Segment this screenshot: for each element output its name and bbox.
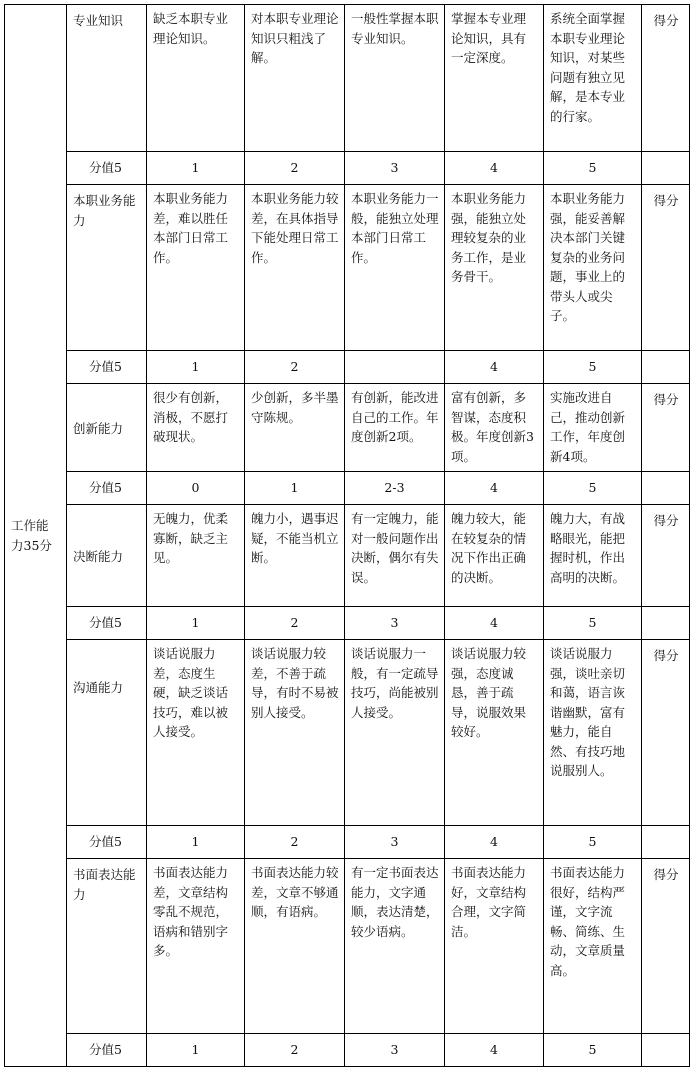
level-description: 书面表达能力差，文章结构零乱不规范，语病和错别字多。 [147, 859, 245, 1034]
level-description: 魄力较大，能在较复杂的情况下作出正确的决断。 [445, 505, 544, 607]
score-value: 1 [245, 472, 345, 505]
score-value: 2 [245, 351, 345, 384]
score-value: 3 [345, 152, 445, 185]
level-description: 本职业务能力强，能妥善解决本部门关键复杂的业务问题，事业上的带头人或尖子。 [544, 185, 642, 351]
score-header: 得分 [642, 384, 690, 472]
score-value: 2 [245, 826, 345, 859]
table-row [5, 152, 690, 185]
score-input-cell[interactable] [642, 607, 690, 640]
level-description: 无魄力，优柔寡断，缺乏主见。 [147, 505, 245, 607]
score-value: 2 [245, 152, 345, 185]
item-name: 专业知识 [67, 5, 147, 152]
table-row [5, 185, 690, 351]
level-description: 系统全面掌握本职专业理论知识，对某些问题有独立见解，是本专业的行家。 [544, 5, 642, 152]
score-value: 3 [345, 826, 445, 859]
level-description: 魄力小，遇事迟疑，不能当机立断。 [245, 505, 345, 607]
score-value: 4 [445, 351, 544, 384]
level-description: 实施改进自己，推动创新工作，年度创新4项。 [544, 384, 642, 472]
level-description: 很少有创新，消极，不愿打破现状。 [147, 384, 245, 472]
level-description: 本职业务能力差，难以胜任本部门日常工作。 [147, 185, 245, 351]
score-input-cell[interactable] [642, 1034, 690, 1067]
level-description: 谈话说服力差，态度生硬，缺乏谈话技巧，难以被人接受。 [147, 640, 245, 826]
score-value: 5 [544, 1034, 642, 1067]
score-value: 4 [445, 152, 544, 185]
score-value: 4 [445, 826, 544, 859]
table-row [5, 351, 690, 384]
score-value: 2 [245, 1034, 345, 1067]
score-value: 2-3 [345, 472, 445, 505]
score-value: 5 [544, 351, 642, 384]
level-description: 对本职专业理论知识只粗浅了解。 [245, 5, 345, 152]
score-value: 4 [445, 472, 544, 505]
score-value: 5 [544, 607, 642, 640]
level-description: 少创新，多半墨守陈规。 [245, 384, 345, 472]
item-name: 本职业务能力 [67, 185, 147, 351]
level-description: 有一定书面表达能力，文字通顺，表达清楚，较少语病。 [345, 859, 445, 1034]
item-name: 创新能力 [67, 384, 147, 472]
table-row [5, 384, 690, 472]
level-description: 本职业务能力一般，能独立处理本部门日常工作。 [345, 185, 445, 351]
level-description: 一般性掌握本职专业知识。 [345, 5, 445, 152]
score-value [345, 351, 445, 384]
level-description: 缺乏本职专业理论知识。 [147, 5, 245, 152]
score-header: 得分 [642, 185, 690, 351]
table-row [5, 5, 690, 152]
score-value: 0 [147, 472, 245, 505]
score-label: 分值5 [67, 152, 147, 185]
score-value: 4 [445, 607, 544, 640]
evaluation-table [4, 4, 690, 1067]
score-header: 得分 [642, 859, 690, 1034]
score-label: 分值5 [67, 1034, 147, 1067]
table-row [5, 505, 690, 607]
score-value: 4 [445, 1034, 544, 1067]
category-cell: 工作能力35分 [5, 5, 67, 1067]
level-description: 谈话说服力较差，不善于疏导，有时不易被别人接受。 [245, 640, 345, 826]
level-description: 掌握本专业理论知识，具有一定深度。 [445, 5, 544, 152]
level-description: 书面表达能力好，文章结构合理，文字简洁。 [445, 859, 544, 1034]
table-row [5, 826, 690, 859]
score-value: 5 [544, 152, 642, 185]
score-header: 得分 [642, 5, 690, 152]
table-row [5, 607, 690, 640]
level-description: 本职业务能力较差，在具体指导下能处理日常工作。 [245, 185, 345, 351]
score-input-cell[interactable] [642, 472, 690, 505]
table-row [5, 640, 690, 826]
level-description: 谈话说服力一般，有一定疏导技巧，尚能被别人接受。 [345, 640, 445, 826]
score-value: 1 [147, 351, 245, 384]
item-name: 书面表达能力 [67, 859, 147, 1034]
score-label: 分值5 [67, 826, 147, 859]
level-description: 富有创新，多智谋，态度积极。年度创新3项。 [445, 384, 544, 472]
score-value: 5 [544, 826, 642, 859]
table-row [5, 1034, 690, 1067]
table-row [5, 472, 690, 505]
score-value: 1 [147, 152, 245, 185]
level-description: 本职业务能力强，能独立处理较复杂的业务工作，是业务骨干。 [445, 185, 544, 351]
level-description: 谈话说服力强，谈吐亲切和蔼，语言诙谐幽默，富有魅力，能自然、有技巧地说服别人。 [544, 640, 642, 826]
score-header: 得分 [642, 640, 690, 826]
level-description: 书面表达能力很好，结构严谨，文字流畅、简练、生动，文章质量高。 [544, 859, 642, 1034]
score-input-cell[interactable] [642, 826, 690, 859]
score-value: 3 [345, 607, 445, 640]
item-name: 决断能力 [67, 505, 147, 607]
score-input-cell[interactable] [642, 152, 690, 185]
level-description: 有创新，能改进自己的工作。年度创新2项。 [345, 384, 445, 472]
item-name: 沟通能力 [67, 640, 147, 826]
score-label: 分值5 [67, 607, 147, 640]
score-value: 5 [544, 472, 642, 505]
level-description: 有一定魄力，能对一般问题作出决断，偶尔有失误。 [345, 505, 445, 607]
score-label: 分值5 [67, 351, 147, 384]
level-description: 谈话说服力较强，态度诚恳，善于疏导，说服效果较好。 [445, 640, 544, 826]
score-value: 3 [345, 1034, 445, 1067]
score-header: 得分 [642, 505, 690, 607]
score-value: 2 [245, 607, 345, 640]
score-label: 分值5 [67, 472, 147, 505]
score-value: 1 [147, 1034, 245, 1067]
level-description: 魄力大，有战略眼光，能把握时机，作出高明的决断。 [544, 505, 642, 607]
table-row [5, 859, 690, 1034]
level-description: 书面表达能力较差，文章不够通顺，有语病。 [245, 859, 345, 1034]
score-value: 1 [147, 826, 245, 859]
score-value: 1 [147, 607, 245, 640]
score-input-cell[interactable] [642, 351, 690, 384]
